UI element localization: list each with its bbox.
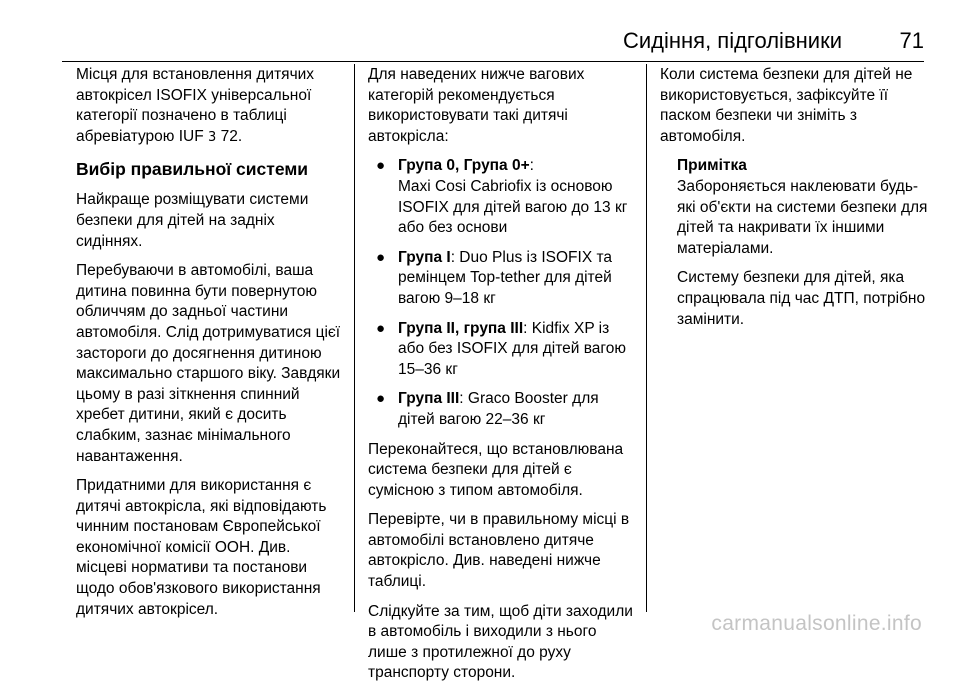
page-ref-arrow-icon: 3 (208, 129, 217, 145)
group-label: Група II, група III (398, 319, 524, 337)
bullet-icon: ● (376, 157, 386, 175)
groups-intro: Для наведених нижче вагових категорій рекомендується використовувати такі дитячі автокрісла: (368, 66, 585, 145)
child-seat-group-list (368, 156, 636, 430)
body-paragraph: Слідкуйте за тим, щоб діти заходили в автомобіль і виходили з нього лише з протилежної до руху транспорту сторони. (368, 602, 633, 682)
column-divider (646, 64, 647, 612)
column-3 (660, 65, 928, 339)
page-header-title: Сидіння, підголівники (622, 28, 842, 53)
body-paragraph: Коли система безпеки для дітей не використовується, зафіксуйте її паском безпеки чи зніміть з автомобіля. (660, 66, 913, 145)
section-heading: Вибір правильної системи (76, 159, 309, 180)
note-paragraph: Систему безпеки для дітей, яка спрацювала під час ДТП, потрібно замінити. (677, 269, 926, 328)
list-item (368, 319, 636, 381)
header-rule (62, 61, 924, 62)
group-label: Група III (398, 390, 460, 408)
bullet-icon: ● (376, 319, 386, 337)
watermark: carmanualsonline.info (711, 612, 922, 635)
list-item (368, 248, 636, 310)
intro-paragraph: Місця для встановлення дитячих автокрісел ISOFIX універсальної категорії позначено в таблиці абревіатурою IUF 3 72. (76, 66, 315, 145)
note-heading: Примітка (677, 157, 747, 175)
body-paragraph: Найкраще розміщувати системи безпеки для дітей на задніх сидіннях. (76, 191, 309, 250)
bullet-icon: ● (376, 390, 386, 408)
body-paragraph: Придатними для використання є дитячі автокрісла, які відповідають чинним постановам Європейської економічної комісії ООН. Див. місцеві нормативи та постанови щодо обов'язкового використання дитячих автокрісел. (76, 477, 327, 618)
page-number: 71 (899, 28, 924, 53)
group-text: : Duo Plus із ISOFIX та ремінцем Top-tether для дітей вагою 9–18 кг (398, 248, 613, 307)
list-item (368, 156, 636, 238)
body-paragraph: Перебуваючи в автомобілі, ваша дитина повинна бути повернутою обличчям до задньої частини автомобіля. Слід дотримуватися цієї застороги до досягнення дитиною максимально старшого віку. Завдяки цьому в разі зіткнення спинний хребет дитини, який є досить слабким, зазнає мінімального навантаження. (76, 262, 341, 465)
column-2 (368, 65, 636, 693)
page-ref: 72. (220, 127, 243, 145)
group-text: : Maxi Cosi Cabriofix із основою ISOFIX для дітей вагою до 13 кг або без основи (398, 157, 628, 237)
column-divider (354, 64, 355, 612)
body-paragraph: Переконайтеся, що встановлювана система безпеки для дітей є сумісною з типом автомобіля. (368, 440, 624, 499)
column-1 (76, 65, 344, 629)
group-text: : Graco Booster для дітей вагою 22–36 кг (398, 390, 599, 428)
body-paragraph: Перевірте, чи в правильному місці в автомобілі встановлено дитяче автокрісло. Див. наведені нижче таблиці. (368, 511, 630, 591)
note-box (660, 156, 928, 330)
list-item (368, 389, 636, 430)
group-label: Група 0, Група 0+ (398, 157, 530, 175)
group-text: : Kidfix XP із або без ISOFIX для дітей вагою 15–36 кг (398, 319, 626, 378)
group-label: Група I (398, 248, 451, 266)
bullet-icon: ● (376, 248, 386, 266)
note-paragraph: Забороняється наклеювати будь-які об'єкти на системи безпеки для дітей та накривати їх іншими матеріалами. (677, 177, 928, 257)
